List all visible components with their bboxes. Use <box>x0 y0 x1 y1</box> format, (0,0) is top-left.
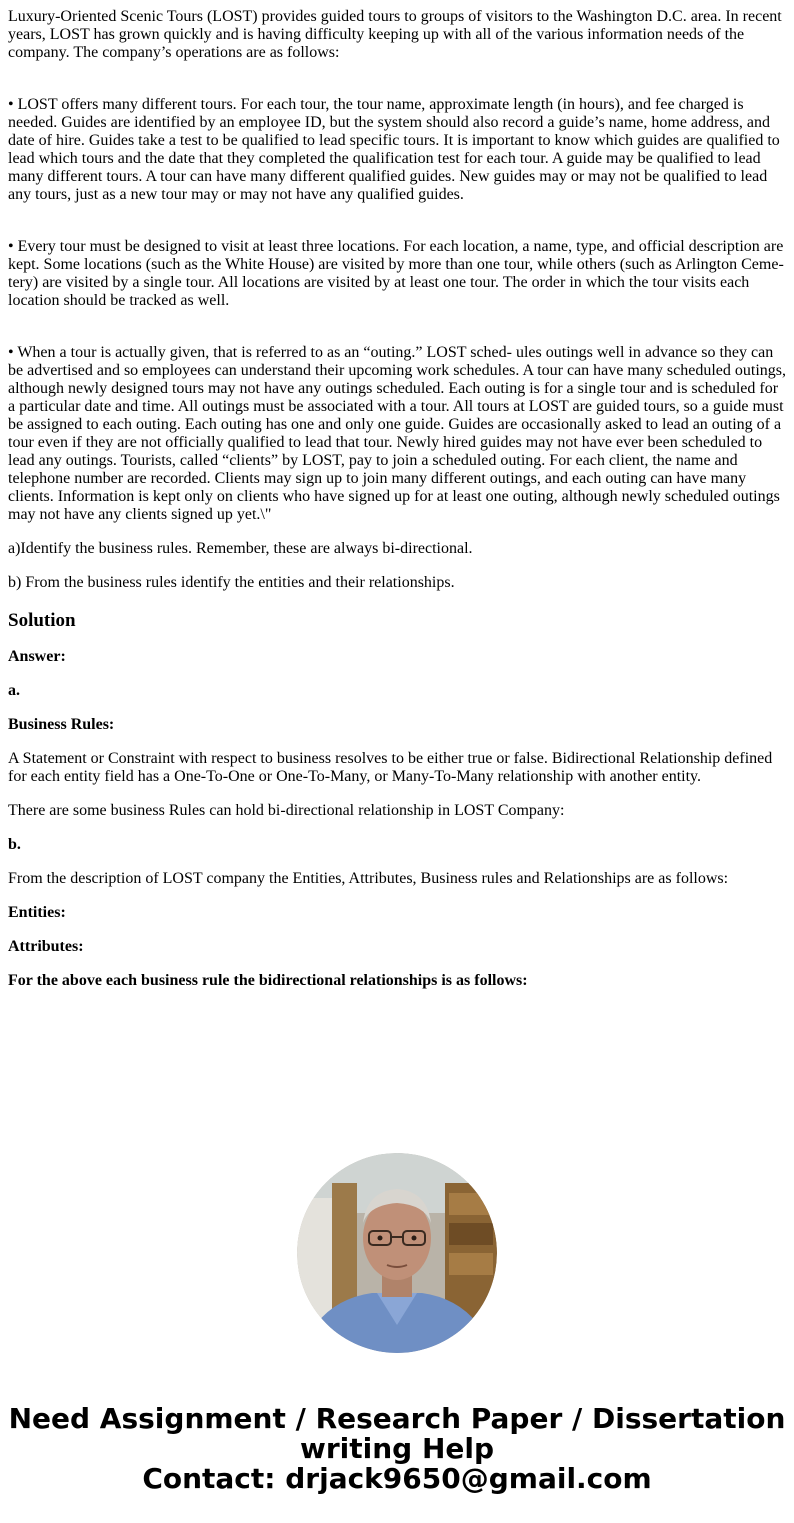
intro-paragraph: Luxury-Oriented Scenic Tours (LOST) provides guided tours to groups of visitors to the Washington D.C. area. In recent years, LOST has grown quickly and is having difficulty keeping up with all of the various information needs of the company. The company’s operations are as follows: <box>8 8 782 61</box>
bullet-tours-guides: • LOST offers many different tours. For each tour, the tour name, approximate length (in hours), and fee charged is needed. Guides are identified by an employee ID, but the system should also record a guide’s name, home address, and date of hire. Guides take a test to be qualified to lead specific tours. It is important to know which guides are qualified to lead which tours and the date that they completed the qualification test for each tour. A guide may be qualified to lead many different tours. A tour can have many different qualified guides. New guides may or may not be qualified to lead any tours, just as a new tour may or may not have any qualified guides. <box>8 96 780 203</box>
description-text: From the description of LOST company the Entities, Attributes, Business rules and Relationships are as follows: <box>8 870 729 887</box>
solution-heading: Solution <box>8 610 76 631</box>
bullet-locations: • Every tour must be designed to visit at least three locations. For each location, a name, type, and official description are kept. Some locations (such as the White House) are visited by more than one tour, while others (such as Arlington Ceme- tery) are visited by a single tour. All locations are visited by at least one tour. The order in which the tour visits each location should be tracked as well. <box>8 238 784 309</box>
part-b-label: b. <box>8 836 21 853</box>
promo-banner <box>0 1404 794 1494</box>
question-part-b: b) From the business rules identify the entities and their relationships. <box>8 574 455 591</box>
part-a-label: a. <box>8 682 20 699</box>
tutor-photo <box>297 1153 497 1353</box>
some-rules-text: There are some business Rules can hold bi-directional relationship in LOST Company: <box>8 802 565 819</box>
avatar <box>297 1153 497 1353</box>
bullet-outings: • When a tour is actually given, that is referred to as an “outing.” LOST sched- ules outings well in advance so they can be advertised and so employees can understand their upcoming work schedules. A tour can have many scheduled outings, although newly designed tours may not have any outings scheduled. Each outing is for a single tour and is scheduled for a particular date and time. All outings must be associated with a tour. All tours at LOST are guided tours, so a guide must be assigned to each outing. Each outing has one and only one guide. Guides are occasionally asked to lead an outing of a tour even if they are not officially qualified to lead that tour. Newly hired guides may not have ever been scheduled to lead any outings. Tourists, called “clients” by LOST, pay to join a scheduled outing. For each client, the name and telephone number are recorded. Clients may sign up to join many different outings, and each outing can have many clients. Information is kept only on clients who have signed up for at least one outing, although newly scheduled outings may not have any clients signed up yet.\" <box>8 344 787 523</box>
promo-line-2: writing Help <box>299 1432 495 1465</box>
promo-line-1: Need Assignment / Research Paper / Dissertation <box>8 1402 786 1435</box>
attributes-label: Attributes: <box>8 938 84 955</box>
promo-contact: Contact: drjack9650@gmail.com <box>142 1462 652 1495</box>
business-rules-text: A Statement or Constraint with respect to business resolves to be either true or false. Bidirectional Relationship defined for each entity field has a One-To-One or One-To-Many, or Many-To-Many relationship with another entity. <box>8 750 773 785</box>
document-body <box>8 8 786 990</box>
question-part-a: a)Identify the business rules. Remember, these are always bi-directional. <box>8 540 473 557</box>
business-rules-label: Business Rules: <box>8 716 115 733</box>
entities-label: Entities: <box>8 904 66 921</box>
answer-label: Answer: <box>8 648 66 665</box>
bidirectional-label: For the above each business rule the bidirectional relationships is as follows: <box>8 972 528 989</box>
